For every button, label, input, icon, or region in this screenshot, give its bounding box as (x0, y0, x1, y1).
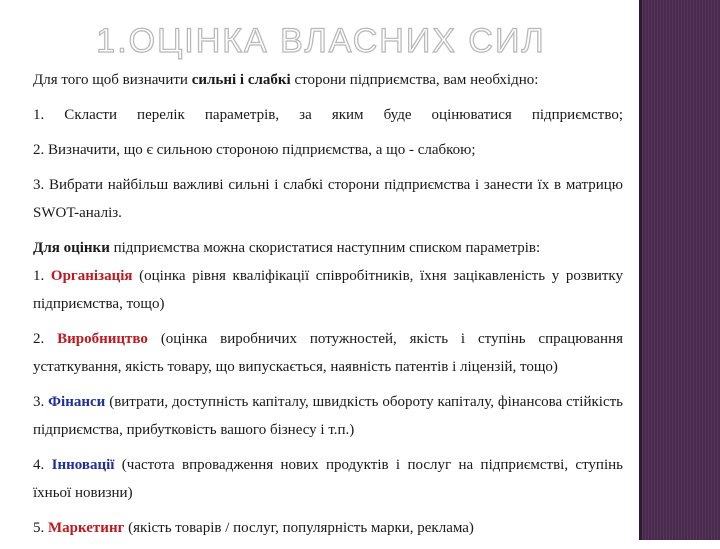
step-item-2: 2. Визначити, що є сильною стороною підприємства, а що - слабкою; (33, 142, 476, 158)
param-item-4 (33, 451, 623, 507)
param-description: (оцінка рівня кваліфікації співробітників, їхня зацікавленість у розвитку підприємства, тощо) (33, 268, 624, 312)
param-description: (оцінка виробничих потужностей, якість і ступінь спрацювання устаткування, якість товару, що випускається, наявність патентів і ліцензій, тощо) (33, 331, 624, 375)
param-description: (якість товарів / послуг, популярність марки, реклама) (124, 520, 474, 536)
param-number: 5. (33, 520, 48, 536)
params-intro-bold: Для оцінки (33, 240, 110, 256)
param-number: 3. (33, 394, 49, 410)
decorative-sidebar (642, 0, 720, 540)
param-item-2 (33, 325, 623, 381)
param-term-innovation: Інновації (51, 457, 115, 473)
params-intro-text: підприємства можна скористатися наступним списком параметрів: (109, 240, 541, 256)
step-item-3: 3. Вибрати найбільш важливі сильні і слабкі сторони підприємства і занести їх в матрицю SWOT-аналіз. (33, 177, 623, 221)
param-number: 4. (33, 457, 52, 473)
intro-text-bold: сильні і слабкі (191, 72, 291, 88)
params-intro (33, 234, 623, 262)
param-number: 2. (33, 331, 58, 347)
param-term-marketing: Маркетинг (48, 520, 125, 536)
param-term-organization: Організація (50, 268, 133, 284)
param-term-production: Виробництво (57, 331, 148, 347)
param-item-5 (33, 514, 623, 542)
param-item-1 (33, 262, 623, 318)
step-item-1: 1. Скласти перелік параметрів, за яким буде оцінюватися підприємство; (33, 107, 623, 123)
slide-content (33, 66, 623, 549)
param-term-finance: Фінанси (48, 394, 106, 410)
param-item-3 (33, 388, 623, 444)
param-number: 1. (33, 268, 51, 284)
intro-paragraph (33, 66, 623, 94)
page-title: 1.ОЦІНКА ВЛАСНИХ СИЛ (96, 22, 546, 60)
param-description: (витрати, доступність капіталу, швидкість обороту капіталу, фінансова стійкість підприємства, прибутковість вашого бізнесу і т.п.) (33, 394, 623, 438)
param-description: (частота впровадження нових продуктів і послуг на підприємстві, ступінь їхньої новизни) (33, 457, 623, 501)
intro-text-after: сторони підприємства, вам необхідно: (290, 72, 539, 88)
intro-text-before: Для того щоб визначити (33, 72, 192, 88)
